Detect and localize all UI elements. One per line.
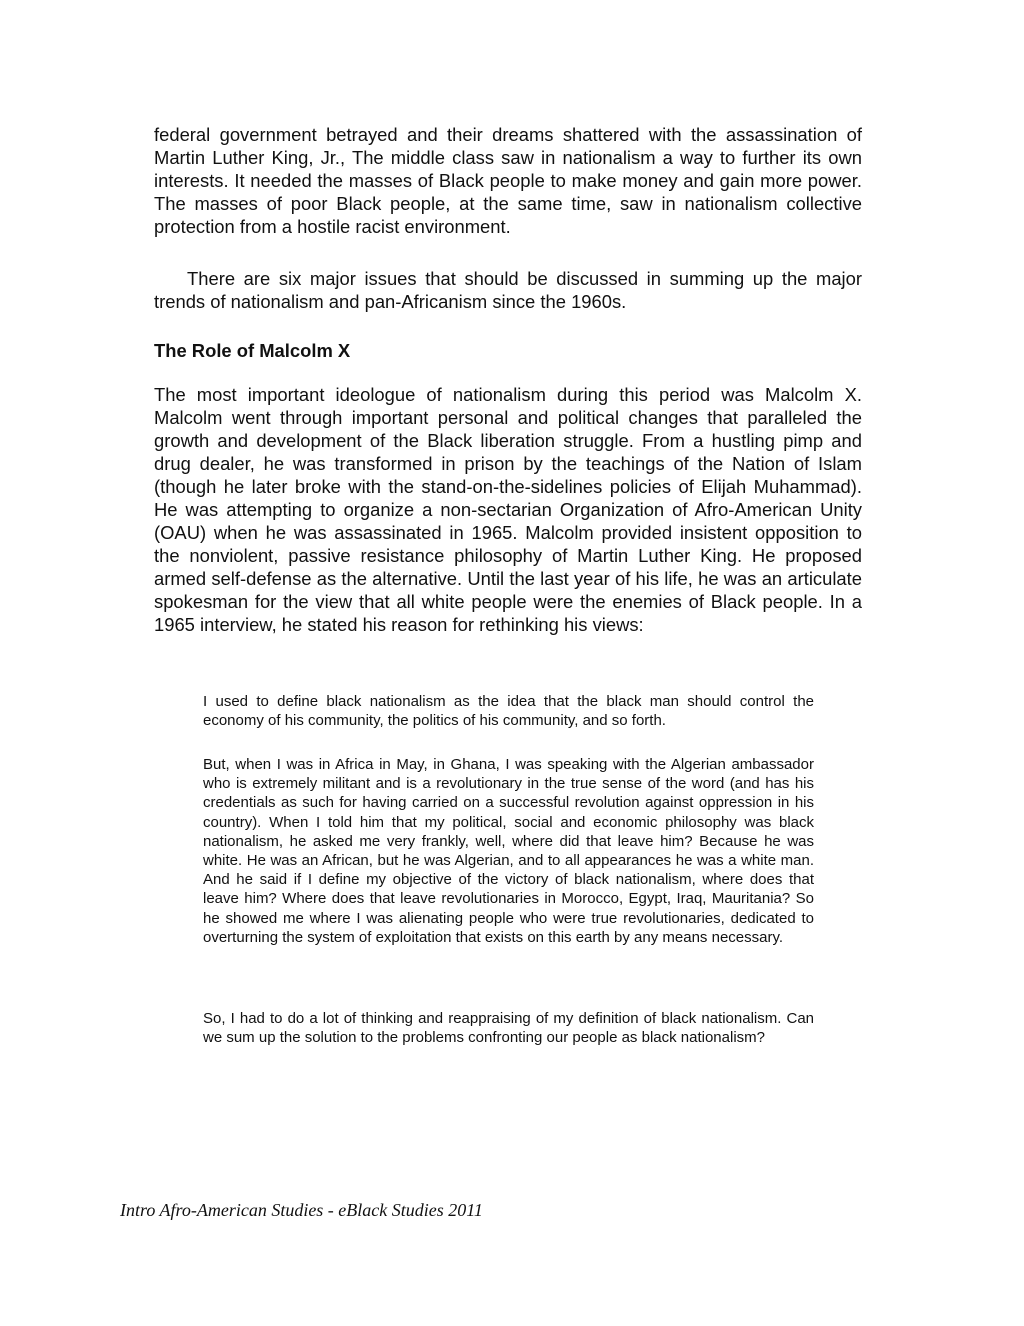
body-paragraph-1: federal government betrayed and their dreams shattered with the assassination of Martin Luther King, Jr., The middle class saw in nationalism a way to further its own interests. It needed the masses of Black people to make money and gain more power. The masses of poor Black people, at the same time, saw in nationalism collective protection from a hostile racist environment. [154,124,862,237]
block-quote-1: I used to define black nationalism as the idea that the black man should control the economy of his community, the politics of his community, and so forth. [203,693,814,730]
page-footer: Intro Afro-American Studies - eBlack Studies 2011 [120,1200,483,1220]
section-heading: The Role of Malcolm X [154,340,351,361]
block-quote-2: But, when I was in Africa in May, in Ghana, I was speaking with the Algerian ambassador who is extremely militant and is a revolutionary in the true sense of the word (and has his credentials as such for having carried on a successful revolution against oppression in his country). When I told him that my political, social and economic philosophy was black nationalism, he asked me very frankly, well, where did that leave him? Because he was white. He was an African, but he was Algerian, and to all appearances he was a white man. And he said if I define my objective of the victory of black nationalism, where does that leave him? Where does that leave revolutionaries in Morocco, Egypt, Iraq, Mauritania? So he showed me where I was alienating people who were true revolutionaries, dedicated to overturning the system of exploitation that exists on this earth by any means necessary. [203,756,814,946]
body-paragraph-2: There are six major issues that should be discussed in summing up the major trends of nationalism and pan-Africanism since the 1960s. [154,268,862,312]
block-quote-3: So, I had to do a lot of thinking and reappraising of my definition of black nationalism. Can we sum up the solution to the problems confronting our people as black nationalism? [203,1010,814,1047]
body-paragraph-3: The most important ideologue of nationalism during this period was Malcolm X. Malcolm went through important personal and political changes that paralleled the growth and development of the Black liberation struggle. From a hustling pimp and drug dealer, he was transformed in prison by the teachings of the Nation of Islam (though he later broke with the stand-on-the-sidelines policies of Elijah Muhammad). He was attempting to organize a non-sectarian Organization of Afro-American Unity (OAU) when he was assassinated in 1965. Malcolm provided insistent opposition to the nonviolent, passive resistance philosophy of Martin Luther King. He proposed armed self-defense as the alternative. Until the last year of his life, he was an articulate spokesman for the view that all white people were the enemies of Black people. In a 1965 interview, he stated his reason for rethinking his views: [154,384,862,635]
